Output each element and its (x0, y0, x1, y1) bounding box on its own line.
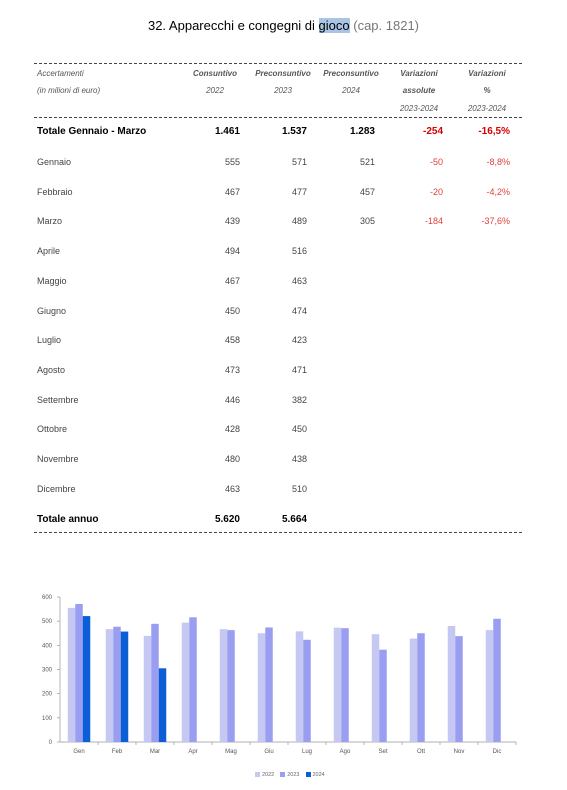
bar-2022-Feb (106, 629, 114, 742)
x-tick-label: Set (378, 749, 388, 755)
bar-2022-Giu (258, 633, 266, 742)
row-abs-var: -50 (429, 157, 443, 167)
x-tick-label: Nov (453, 749, 465, 755)
x-tick-label: Mar (149, 749, 161, 755)
header-col5-c: 2023-2024 (467, 104, 507, 113)
row-pct-var: -37,6% (481, 216, 510, 226)
row-2023: 510 (291, 484, 307, 494)
row-label: Dicembre (37, 484, 76, 494)
y-tick-label: 600 (41, 595, 52, 601)
legend-item (280, 772, 299, 778)
row-2023: 450 (291, 424, 307, 434)
bar-2022-Mar (144, 636, 152, 742)
header-col4-a: Variazioni (400, 69, 438, 78)
x-tick-label: Mag (225, 749, 237, 755)
total-q1-pct: -16,5% (478, 126, 510, 137)
legend-swatch (280, 772, 285, 777)
row-label: Luglio (37, 335, 62, 345)
row-label: Maggio (37, 276, 67, 286)
row-label: Gennaio (37, 157, 72, 167)
legend-swatch (255, 772, 260, 777)
page-title (0, 18, 567, 33)
bar-2023-Lug (303, 640, 311, 742)
legend-swatch (306, 772, 311, 777)
total-q1-abs: -254 (422, 126, 443, 137)
bar-2022-Ago (334, 628, 342, 742)
x-tick-label: Gen (73, 749, 85, 755)
bar-2022-Dic (486, 630, 494, 742)
bar-2023-Feb (113, 627, 121, 742)
x-tick-label: Ago (339, 749, 351, 755)
row-2022: 555 (224, 157, 240, 167)
bar-2022-Apr (182, 623, 190, 742)
total-q1-label: Totale Gennaio - Marzo (37, 126, 147, 137)
header-accertamenti: Accertamenti (37, 69, 84, 78)
y-tick-label: 100 (41, 715, 52, 722)
row-2023: 489 (291, 216, 307, 226)
row-2024: 521 (359, 157, 375, 167)
row-label: Febbraio (37, 187, 73, 197)
title-main: 32. Apparecchi e congegni di (147, 18, 319, 33)
row-2022: 467 (224, 276, 240, 286)
header-col5-a: Variazioni (468, 69, 506, 78)
row-abs-var: -184 (424, 216, 443, 226)
x-tick-label: Feb (111, 749, 123, 755)
total-year-label: Totale annuo (37, 514, 99, 525)
row-2023: 463 (291, 276, 307, 286)
y-tick-label: 200 (41, 691, 52, 698)
row-label: Giugno (37, 306, 67, 316)
total-year-2022: 5.620 (214, 514, 240, 525)
header-col3-a: Preconsuntivo (323, 69, 379, 78)
header-col4-b: assolute (402, 86, 436, 95)
bar-2022-Mag (220, 629, 228, 742)
bar-2022-Set (372, 634, 380, 742)
legend-label: 2024 (312, 772, 325, 778)
header-col3-b: 2024 (342, 86, 360, 95)
header-unit: (in milioni di euro) (37, 86, 101, 95)
x-tick-label: Ott (416, 749, 426, 755)
row-2023: 571 (291, 157, 307, 167)
y-tick-label: 400 (41, 643, 52, 650)
row-pct-var: -8,8% (486, 157, 510, 167)
bar-2024-Mar (159, 668, 167, 742)
row-2023: 382 (291, 395, 307, 405)
bar-2022-Nov (448, 626, 456, 742)
y-tick-label: 500 (41, 619, 52, 626)
bar-2023-Mag (227, 630, 235, 742)
row-2022: 480 (224, 454, 240, 464)
legend-label: 2023 (287, 772, 300, 778)
row-2022: 473 (224, 365, 240, 375)
total-q1-2023: 1.537 (281, 126, 307, 137)
row-label: Settembre (37, 395, 79, 405)
row-2023: 471 (291, 365, 307, 375)
header-col2-a: Preconsuntivo (255, 69, 311, 78)
bar-2023-Apr (189, 617, 197, 742)
row-abs-var: -20 (429, 187, 443, 197)
table-bottom-rule (34, 532, 522, 533)
row-2022: 446 (224, 395, 240, 405)
row-2023: 516 (291, 246, 307, 256)
legend-label: 2022 (262, 772, 275, 778)
header-col5-b: % (483, 86, 491, 95)
header-col4-c: 2023-2024 (399, 104, 439, 113)
bar-chart (0, 585, 567, 765)
row-2022: 467 (224, 187, 240, 197)
y-tick-label: 0 (48, 740, 52, 746)
row-2022: 458 (224, 335, 240, 345)
header-col2-b: 2023 (274, 86, 292, 95)
row-label: Agosto (37, 365, 66, 375)
row-2023: 423 (291, 335, 307, 345)
row-2022: 428 (224, 424, 240, 434)
x-tick-label: Apr (188, 749, 198, 755)
table-top-rule (34, 63, 522, 64)
row-2022: 439 (224, 216, 240, 226)
row-label: Aprile (37, 246, 61, 256)
y-tick-label: 300 (41, 667, 52, 674)
row-2022: 463 (224, 484, 240, 494)
row-label: Marzo (37, 216, 63, 226)
bar-2022-Ott (410, 639, 418, 742)
row-2024: 457 (359, 187, 375, 197)
x-tick-label: Giu (264, 749, 274, 755)
header-col1-b: 2022 (206, 86, 224, 95)
header-col1-a: Consuntivo (193, 69, 237, 78)
bar-2023-Nov (455, 636, 463, 742)
bar-2024-Gen (83, 616, 91, 742)
total-q1-2024: 1.283 (349, 126, 375, 137)
bar-2023-Set (379, 650, 387, 742)
x-tick-label: Lug (301, 749, 313, 755)
title-highlight: gioco (318, 18, 350, 33)
row-label: Novembre (37, 454, 79, 464)
row-pct-var: -4,2% (486, 187, 510, 197)
row-label: Ottobre (37, 424, 68, 434)
bar-2022-Lug (296, 631, 304, 742)
title-chapter: (cap. 1821) (353, 18, 420, 33)
bar-2023-Mar (151, 624, 159, 742)
bar-2023-Dic (493, 619, 501, 742)
legend-item (255, 772, 274, 778)
header-bottom-rule (34, 117, 522, 118)
bar-2023-Gen (75, 604, 83, 742)
bar-2023-Ago (341, 628, 349, 742)
bar-2022-Gen (68, 608, 76, 742)
row-2022: 450 (224, 306, 240, 316)
x-tick-label: Dic (492, 749, 502, 755)
row-2023: 477 (291, 187, 307, 197)
bar-2023-Ott (417, 633, 425, 742)
bar-2023-Giu (265, 627, 273, 742)
row-2022: 494 (224, 246, 240, 256)
row-2023: 438 (291, 454, 307, 464)
total-year-2023: 5.664 (281, 514, 307, 525)
bar-2024-Feb (121, 632, 129, 742)
row-2023: 474 (291, 306, 307, 316)
legend-item (306, 772, 325, 778)
chart-legend (255, 772, 331, 778)
total-q1-2022: 1.461 (214, 126, 240, 137)
row-2024: 305 (359, 216, 375, 226)
